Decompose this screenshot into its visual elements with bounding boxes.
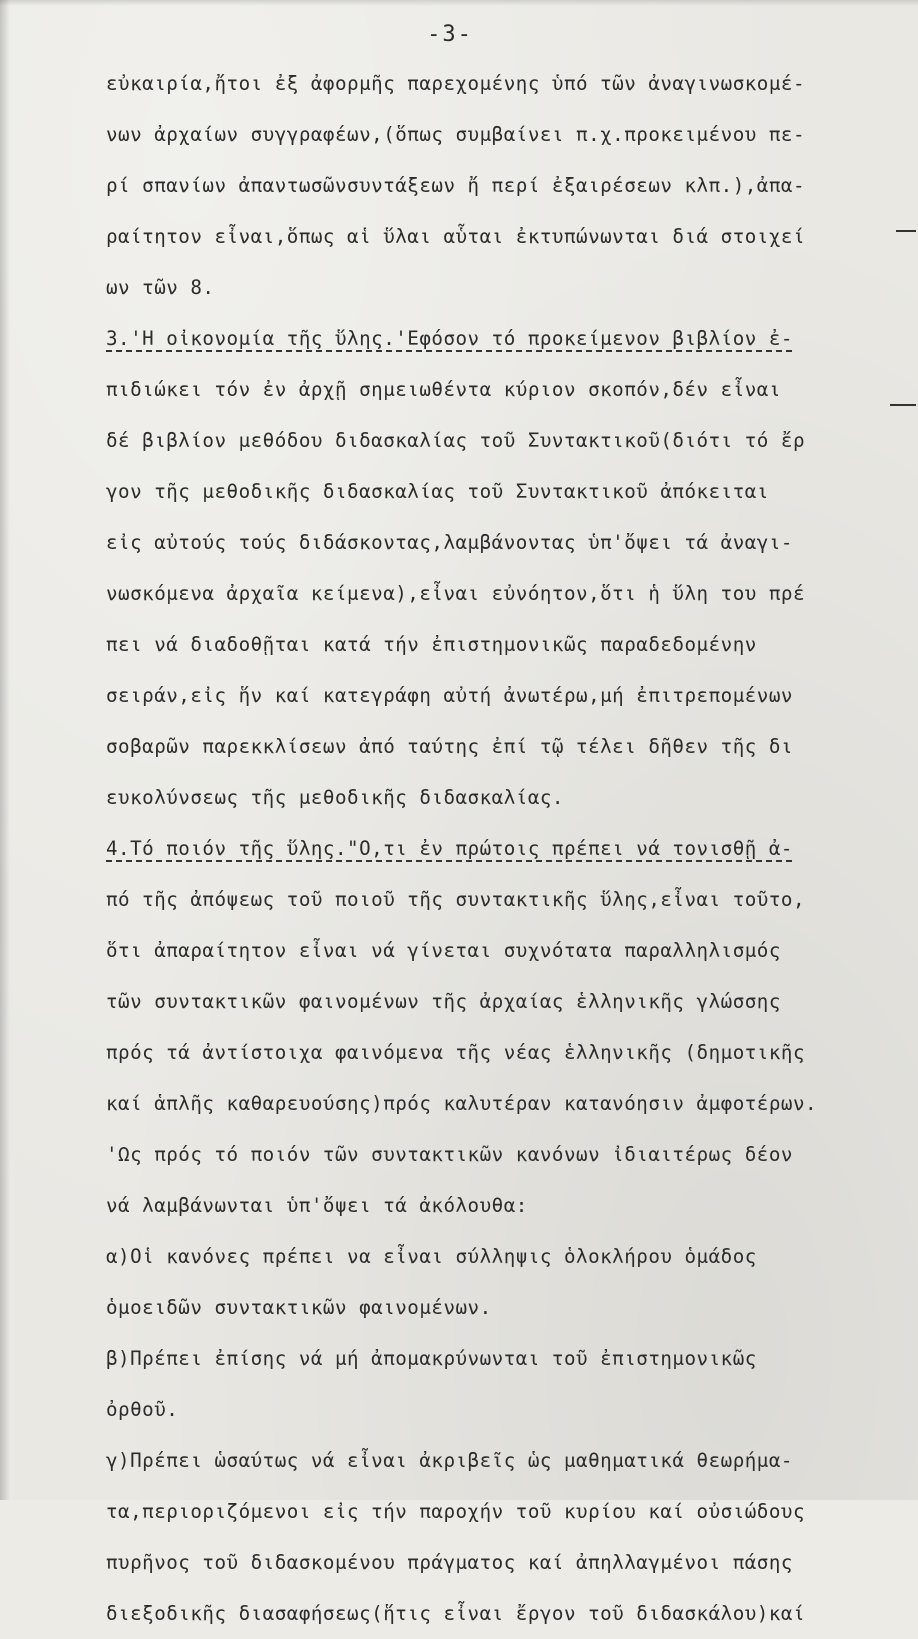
- text-line: β)Πρέπει ἐπίσης νά μή ἀπομακρύνωνται τοῦ ἐπιστημονικῶς: [106, 1347, 757, 1370]
- text-line: διεξοδικῆς διασαφήσεως(ἥτις εἶναι ἔργον τοῦ διδασκάλου)καί: [106, 1602, 806, 1625]
- scan-shadow-left: [0, 0, 10, 1500]
- text-line: πιδιώκει τόν ἐν ἀρχῇ σημειωθέντα κύριον σκοπόν,δέν εἶναι: [106, 378, 781, 401]
- text-line: πυρῆνος τοῦ διδασκομένου πράγματος καί ἀπηλλαγμένοι πάσης: [106, 1551, 793, 1574]
- text-line: πό τῆς ἀπόψεως τοῦ ποιοῦ τῆς συντακτικῆς ὕλης,εἶναι τοῦτο,: [106, 888, 806, 911]
- text-line: ὅτι ἀπαραίτητον εἶναι νά γίνεται συχνότατα παραλληλισμός: [106, 939, 781, 962]
- text-line: εἰς αὐτούς τούς διδάσκοντας,λαμβάνοντας ὑπ'ὄψει τά ἀναγι-: [106, 531, 793, 554]
- text-line: γον τῆς μεθοδικῆς διδασκαλίας τοῦ Συντακτικοῦ ἀπόκειται: [106, 480, 769, 503]
- typed-body-text: [106, 58, 896, 1639]
- text-line: ὀρθοῦ.: [106, 1398, 179, 1421]
- page-number: -3-: [427, 22, 473, 47]
- text-line: νων ἀρχαίων συγγραφέων,(ὅπως συμβαίνει π.χ.προκειμένου πε-: [106, 123, 806, 146]
- text-line: ευκολύνσεως τῆς μεθοδικῆς διδασκαλίας.: [106, 786, 564, 809]
- margin-dash-mark: [896, 230, 916, 232]
- text-line: α)Οἱ κανόνες πρέπει να εἶναι σύλληψις ὁλοκλήρου ὁμάδος: [106, 1245, 757, 1268]
- text-line: 'Ως πρός τό ποιόν τῶν συντακτικῶν κανόνων ἰδιαιτέρως δέον: [106, 1143, 793, 1166]
- text-line: ὁμοειδῶν συντακτικῶν φαινομένων.: [106, 1296, 492, 1319]
- scan-shadow-top: [0, 0, 918, 6]
- text-line: γ)Πρέπει ὡσαύτως νά εἶναι ἀκριβεῖς ὡς μαθηματικά θεωρήμα-: [106, 1449, 793, 1472]
- text-line: σοβαρῶν παρεκκλίσεων ἀπό ταύτης ἐπί τῷ τέλει δῆθεν τῆς δι: [106, 735, 793, 758]
- text-line: ων τῶν 8.: [106, 276, 215, 299]
- text-line: τῶν συντακτικῶν φαινομένων τῆς ἀρχαίας ἑλληνικῆς γλώσσης: [106, 990, 781, 1013]
- text-line: πει νά διαδοθῇται κατά τήν ἐπιστημονικῶς παραδεδομένην: [106, 633, 757, 656]
- text-line: ραίτητον εἶναι,ὅπως αἱ ὕλαι αὗται ἐκτυπώνωνται διά στοιχεί: [106, 225, 806, 248]
- text-line: νά λαμβάνωνται ὑπ'ὄψει τά ἀκόλουθα:: [106, 1194, 528, 1217]
- text-line: σειράν,εἰς ἥν καί κατεγράφη αὐτή ἀνωτέρω,μή ἐπιτρεπομένων: [106, 684, 793, 707]
- text-line: πρός τά ἀντίστοιχα φαινόμενα τῆς νέας ἑλληνικῆς (δημοτικῆς: [106, 1041, 806, 1064]
- margin-dash-mark: [890, 404, 916, 406]
- text-line: εὐκαιρία,ἤτοι ἐξ ἀφορμῆς παρεχομένης ὑπό τῶν ἀναγινωσκομέ-: [106, 72, 806, 95]
- text-line: δέ βιβλίον μεθόδου διδασκαλίας τοῦ Συντακτικοῦ(διότι τό ἔρ: [106, 429, 806, 452]
- text-line: καί ἁπλῆς καθαρευούσης)πρός καλυτέραν κατανόησιν ἀμφοτέρων.: [106, 1092, 818, 1115]
- text-line: τα,περιοριζόμενοι εἰς τήν παροχήν τοῦ κυρίου καί οὐσιώδους: [106, 1500, 806, 1523]
- text-line: ρί σπανίων ἀπαντωσῶνσυντάξεων ἤ περί ἐξαιρέσεων κλπ.),ἀπα-: [106, 174, 806, 197]
- section-heading-line: 3.'Η οἰκονομία τῆς ὕλης.'Εφόσον τό προκείμενον βιβλίον ἐ-: [106, 327, 793, 350]
- section-heading-line: 4.Τό ποιόν τῆς ὕλης."Ο,τι ἐν πρώτοις πρέπει νά τονισθῇ ἀ-: [106, 837, 793, 860]
- text-line: νωσκόμενα ἀρχαῖα κείμενα),εἶναι εὐνόητον,ὅτι ἡ ὕλη του πρέ: [106, 582, 806, 605]
